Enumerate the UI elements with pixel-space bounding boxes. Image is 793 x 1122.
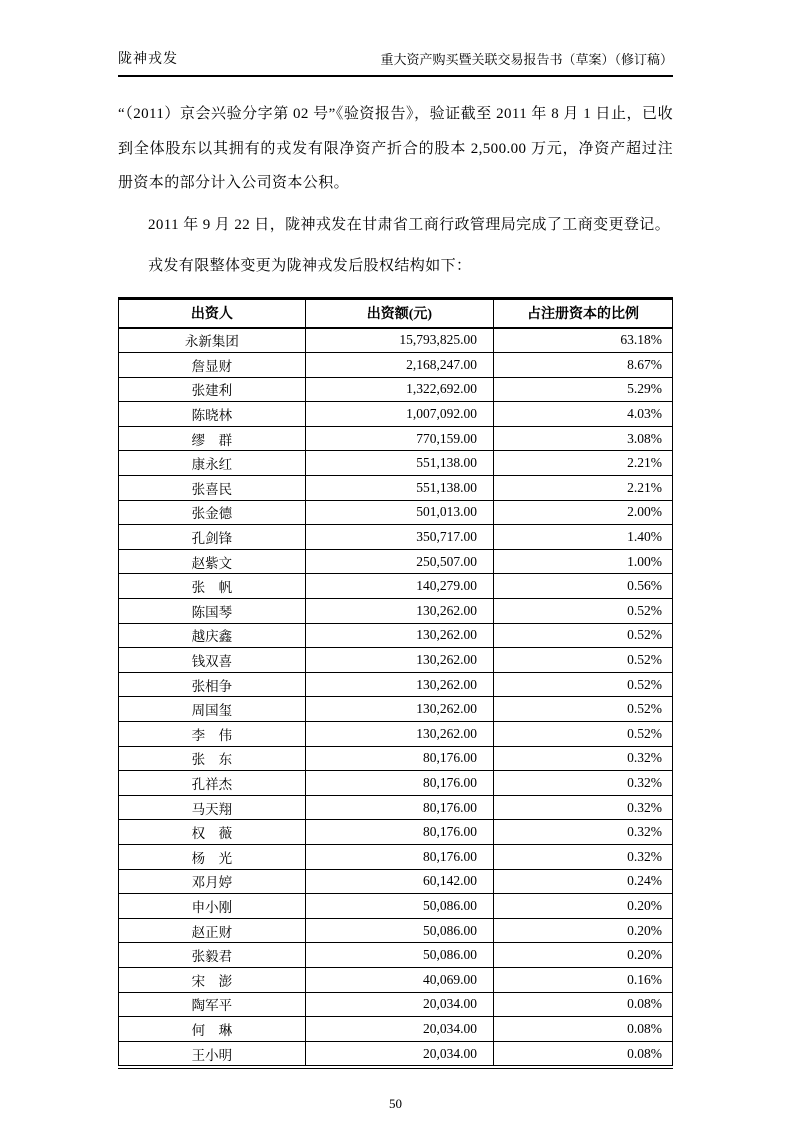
investor-name-cell: 孔祥杰 [119, 771, 306, 796]
investor-name-cell: 越庆鑫 [119, 623, 306, 648]
ratio-cell: 0.32% [494, 844, 673, 869]
amount-cell: 50,086.00 [305, 943, 493, 968]
investor-name-cell: 孔剑锋 [119, 525, 306, 550]
col-header-1: 出资额(元) [305, 298, 493, 328]
ratio-cell: 0.08% [494, 1041, 673, 1067]
investor-name-cell: 陈国琴 [119, 599, 306, 624]
table-row [119, 746, 673, 771]
paragraph-registration-change: 2011 年 9 月 22 日，陇神戎发在甘肃省工商行政管理局完成了工商变更登记。 [148, 216, 671, 233]
amount-cell: 130,262.00 [305, 623, 493, 648]
investor-name-cell: 陈晓林 [119, 402, 306, 427]
amount-cell: 250,507.00 [305, 549, 493, 574]
amount-cell: 50,086.00 [305, 894, 493, 919]
investor-name-cell: 陶军平 [119, 992, 306, 1017]
ratio-cell: 0.52% [494, 722, 673, 747]
amount-cell: 350,717.00 [305, 525, 493, 550]
amount-cell: 80,176.00 [305, 746, 493, 771]
amount-cell: 551,138.00 [305, 451, 493, 476]
table-row [119, 672, 673, 697]
investor-name-cell: 马天翔 [119, 795, 306, 820]
table-row [119, 869, 673, 894]
ratio-cell: 2.21% [494, 476, 673, 501]
amount-cell: 2,168,247.00 [305, 353, 493, 378]
ratio-cell: 63.18% [494, 328, 673, 353]
ratio-cell: 5.29% [494, 377, 673, 402]
shareholder-table-body [119, 328, 673, 1068]
table-row [119, 549, 673, 574]
ratio-cell: 0.08% [494, 1017, 673, 1042]
investor-name-cell: 张 东 [119, 746, 306, 771]
table-row [119, 1017, 673, 1042]
amount-cell: 80,176.00 [305, 795, 493, 820]
ratio-cell: 1.00% [494, 549, 673, 574]
investor-name-cell: 杨 光 [119, 844, 306, 869]
investor-name-cell: 周国玺 [119, 697, 306, 722]
amount-cell: 130,262.00 [305, 722, 493, 747]
ratio-cell: 0.32% [494, 795, 673, 820]
table-row [119, 795, 673, 820]
amount-cell: 770,159.00 [305, 426, 493, 451]
header-report-title: 重大资产购买暨关联交易报告书（草案）（修订稿） [380, 52, 673, 67]
amount-cell: 20,034.00 [305, 1017, 493, 1042]
ratio-cell: 0.08% [494, 992, 673, 1017]
ratio-cell: 0.20% [494, 918, 673, 943]
table-row [119, 451, 673, 476]
table-row [119, 1041, 673, 1067]
investor-name-cell: 李 伟 [119, 722, 306, 747]
investor-name-cell: 康永红 [119, 451, 306, 476]
amount-cell: 60,142.00 [305, 869, 493, 894]
investor-name-cell: 钱双喜 [119, 648, 306, 673]
investor-name-cell: 张毅君 [119, 943, 306, 968]
ratio-cell: 0.32% [494, 746, 673, 771]
table-row [119, 599, 673, 624]
ratio-cell: 0.20% [494, 943, 673, 968]
ratio-cell: 0.52% [494, 697, 673, 722]
ratio-cell: 0.52% [494, 623, 673, 648]
amount-cell: 40,069.00 [305, 967, 493, 992]
ratio-cell: 0.52% [494, 648, 673, 673]
investor-name-cell: 王小明 [119, 1041, 306, 1067]
ratio-cell: 0.16% [494, 967, 673, 992]
amount-cell: 1,322,692.00 [305, 377, 493, 402]
table-row [119, 648, 673, 673]
amount-cell: 130,262.00 [305, 697, 493, 722]
page-number: 50 [389, 1096, 402, 1112]
amount-cell: 501,013.00 [305, 500, 493, 525]
table-row [119, 771, 673, 796]
paragraph-capital-verification: “（2011）京会兴验分字第 02 号”《验资报告》，验证截至 2011 年 8 月 1 日止，已收到全体股东以其拥有的戎发有限净资产折合的股本 2,500.00 万元，净资产超过注册资本的部分计入公司资本公积。 [118, 106, 673, 191]
table-row [119, 943, 673, 968]
ratio-cell: 2.00% [494, 500, 673, 525]
ratio-cell: 0.52% [494, 599, 673, 624]
ratio-cell: 3.08% [494, 426, 673, 451]
investor-name-cell: 张 帆 [119, 574, 306, 599]
investor-name-cell: 张金德 [119, 500, 306, 525]
table-row [119, 992, 673, 1017]
col-header-0: 出资人 [119, 298, 306, 328]
investor-name-cell: 张相争 [119, 672, 306, 697]
ratio-cell: 1.40% [494, 525, 673, 550]
investor-name-cell: 邓月婷 [119, 869, 306, 894]
ratio-cell: 0.52% [494, 672, 673, 697]
amount-cell: 50,086.00 [305, 918, 493, 943]
table-row [119, 722, 673, 747]
table-row [119, 426, 673, 451]
amount-cell: 15,793,825.00 [305, 328, 493, 353]
shareholder-structure-table [118, 297, 673, 1070]
ratio-cell: 8.67% [494, 353, 673, 378]
running-header [118, 48, 673, 77]
ratio-cell: 4.03% [494, 402, 673, 427]
investor-name-cell: 赵正财 [119, 918, 306, 943]
investor-name-cell: 权 薇 [119, 820, 306, 845]
amount-cell: 130,262.00 [305, 599, 493, 624]
amount-cell: 20,034.00 [305, 1041, 493, 1067]
amount-cell: 130,262.00 [305, 672, 493, 697]
table-row [119, 967, 673, 992]
investor-name-cell: 张建利 [119, 377, 306, 402]
investor-name-cell: 宋 澎 [119, 967, 306, 992]
table-row [119, 844, 673, 869]
amount-cell: 130,262.00 [305, 648, 493, 673]
table-row [119, 574, 673, 599]
paragraph-table-intro: 戎发有限整体变更为陇神戎发后股权结构如下： [148, 258, 472, 274]
table-row [119, 525, 673, 550]
amount-cell: 80,176.00 [305, 844, 493, 869]
table-row [119, 697, 673, 722]
table-row [119, 402, 673, 427]
ratio-cell: 0.20% [494, 894, 673, 919]
investor-name-cell: 申小刚 [119, 894, 306, 919]
investor-name-cell: 詹显财 [119, 353, 306, 378]
amount-cell: 140,279.00 [305, 574, 493, 599]
amount-cell: 80,176.00 [305, 771, 493, 796]
investor-name-cell: 张喜民 [119, 476, 306, 501]
amount-cell: 80,176.00 [305, 820, 493, 845]
ratio-cell: 0.24% [494, 869, 673, 894]
investor-name-cell: 缪 群 [119, 426, 306, 451]
col-header-2: 占注册资本的比例 [494, 298, 673, 328]
table-row [119, 623, 673, 648]
body-text [118, 97, 673, 284]
amount-cell: 1,007,092.00 [305, 402, 493, 427]
amount-cell: 20,034.00 [305, 992, 493, 1017]
table-row [119, 820, 673, 845]
table-row [119, 500, 673, 525]
ratio-cell: 0.56% [494, 574, 673, 599]
header-company-name: 陇神戎发 [118, 52, 178, 67]
amount-cell: 551,138.00 [305, 476, 493, 501]
ratio-cell: 0.32% [494, 771, 673, 796]
investor-name-cell: 何 琳 [119, 1017, 306, 1042]
investor-name-cell: 赵紫文 [119, 549, 306, 574]
table-row [119, 894, 673, 919]
table-row [119, 353, 673, 378]
investor-name-cell: 永新集团 [119, 328, 306, 353]
ratio-cell: 2.21% [494, 451, 673, 476]
table-row [119, 328, 673, 353]
table-row [119, 377, 673, 402]
table-row [119, 918, 673, 943]
table-header-row [119, 298, 673, 328]
ratio-cell: 0.32% [494, 820, 673, 845]
table-row [119, 476, 673, 501]
